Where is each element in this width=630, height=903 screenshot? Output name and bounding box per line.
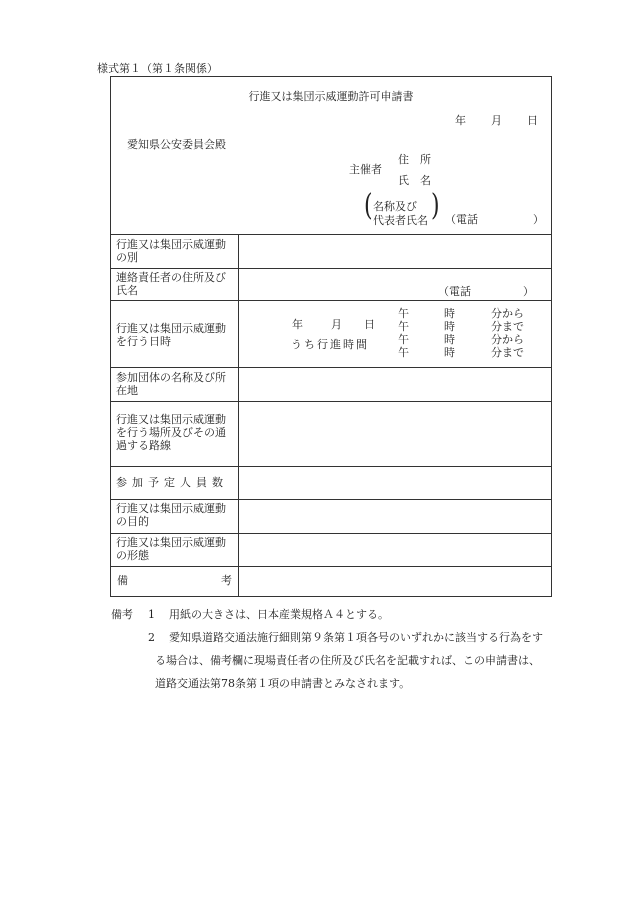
note-2-line-2: る場合は、備考欄に現場責任者の住所及び氏名を記載すれば、この申請書は、 [155, 654, 540, 667]
form-label: 行進又は集団示威運動の形態 [116, 536, 226, 562]
contact-phone-close: ） [523, 285, 534, 298]
dt-minute-2: 分まで [491, 320, 524, 333]
organizer-label: 主催者 [349, 163, 382, 176]
note-1-text: 用紙の大きさは、日本産業規格Ａ４とする。 [169, 608, 389, 621]
note-1-number: 1 [148, 608, 155, 621]
dt-noon-4: 午 [398, 346, 409, 359]
form-title: 行進又は集団示威運動許可申請書 [248, 90, 414, 103]
dt-hour-4: 時 [444, 346, 455, 359]
dt-hour-1: 時 [444, 307, 455, 320]
remarks-label-b: 考 [221, 574, 232, 587]
name-label: 氏 名 [398, 174, 431, 187]
participants-label: 参加予定人員数 [116, 476, 228, 489]
route-label: 行進又は集団示威運動を行う場所及びその通過する路線 [116, 413, 226, 452]
dt-hour-2: 時 [444, 320, 455, 333]
remarks-label-a: 備 [117, 574, 128, 587]
dt-minute-3: 分から [491, 333, 524, 346]
address-label: 住 所 [398, 153, 431, 166]
dt-minute-1: 分から [491, 307, 524, 320]
dt-noon-1: 午 [398, 307, 409, 320]
note-2-line-3: 道路交通法第78条第１項の申請書とみなされます。 [155, 677, 411, 690]
dt-day: 日 [364, 318, 375, 331]
dt-minute-4: 分まで [491, 346, 524, 359]
open-paren: ( [364, 189, 373, 224]
application-form [110, 76, 552, 597]
type-field[interactable] [239, 235, 551, 267]
notes-heading: 備考 [111, 608, 133, 621]
org-name-line2: 代表者氏名 [373, 214, 428, 227]
dt-noon-2: 午 [398, 320, 409, 333]
groups-label: 参加団体の名称及び所在地 [116, 371, 226, 397]
purpose-label: 行進又は集団示威運動の目的 [116, 502, 226, 528]
date-year: 年 [455, 114, 466, 127]
phone-close: ） [533, 213, 544, 226]
phone-open: （電話 [445, 213, 478, 226]
note-2-line-1: 愛知県道路交通法施行細則第９条第１項各号のいずれかに該当する行為をす [169, 631, 543, 644]
dt-month: 月 [331, 318, 342, 331]
date-month: 月 [491, 114, 502, 127]
org-name-line1: 名称及び [373, 200, 417, 213]
dt-hour-3: 時 [444, 333, 455, 346]
addressee: 愛知県公安委員会殿 [127, 138, 226, 151]
dt-year: 年 [292, 318, 303, 331]
close-paren: ) [431, 189, 440, 224]
contact-label: 連絡責任者の住所及び氏名 [116, 271, 226, 297]
dt-march-time: うち行進時間 [291, 338, 369, 351]
type-label: 行進又は集団示威運動の別 [116, 238, 226, 264]
note-2-number: 2 [148, 631, 155, 644]
datetime-label: 行進又は集団示威運動を行う日時 [116, 322, 226, 348]
form-number: 様式第１（第１条関係） [97, 62, 218, 75]
contact-phone-open: （電話 [438, 285, 471, 298]
dt-noon-3: 午 [398, 333, 409, 346]
date-day: 日 [527, 114, 538, 127]
